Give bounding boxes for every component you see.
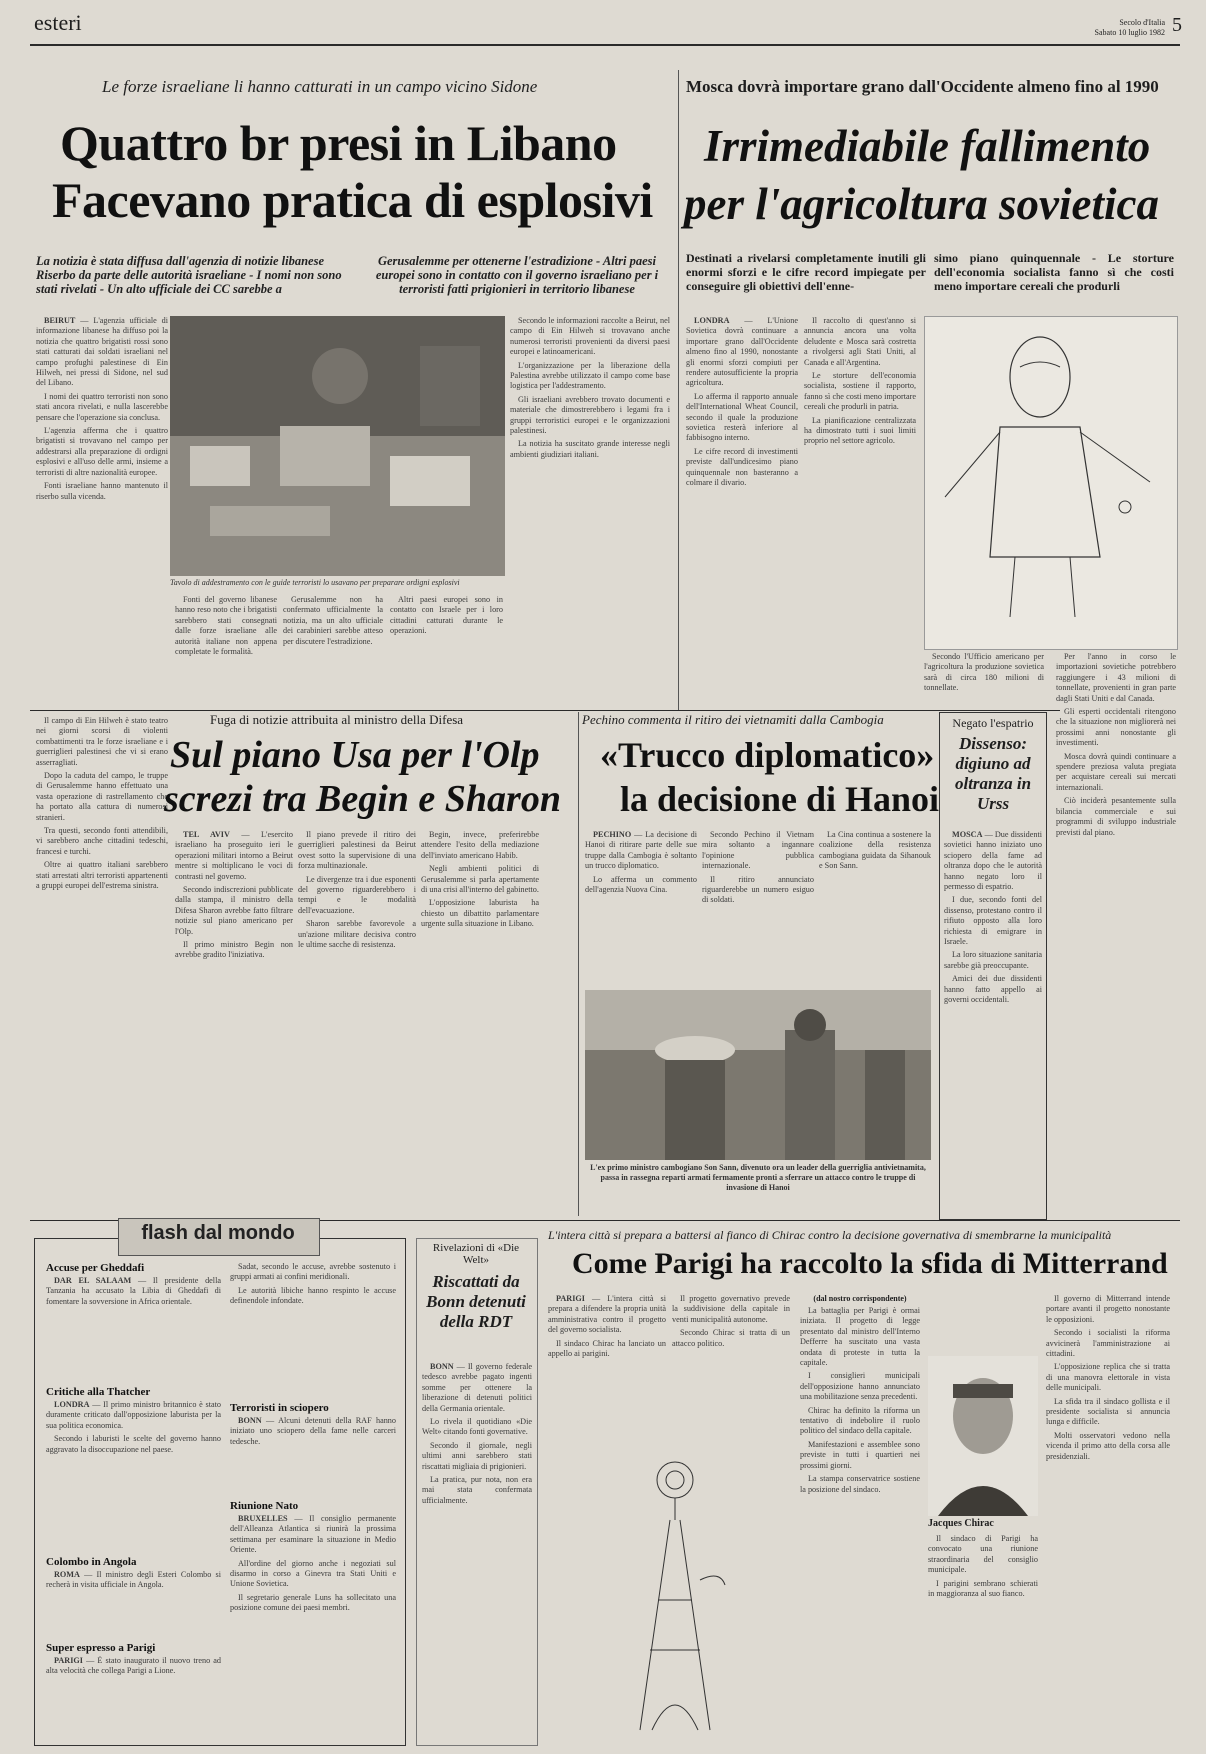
eiffel-tower-rose-image <box>600 1450 750 1740</box>
flash-item-3-dateline: ROMA <box>54 1570 80 1579</box>
flash-item-5-body: BONN — Alcuni detenuti della RAF hanno iniziato uno sciopero della fame nelle carceri tedesche. <box>230 1416 396 1446</box>
flash-item-4-body: PARIGI — È stato inaugurato il nuovo treno ad alta velocità che collega Parigi a Lione. <box>46 1656 221 1676</box>
urss-subhead-2: simo piano quinquennale - Le storture dell'economia socialista fanno sì che costi meno importare cereali che produrli <box>934 251 1174 293</box>
hanoi-body-col3: La Cina continua a sostenere la coalizione della resistenza cambogiana guidata da Sihanouk e Son Sann. <box>819 830 931 871</box>
parigi-dateline: PARIGI <box>556 1294 585 1303</box>
dissenso-dateline: MOSCA <box>952 830 983 839</box>
column-divider <box>678 70 679 710</box>
hanoi-body-col1: PECHINO — La decisione di Hanoi di ritirare parte delle sue truppe dalla Cambogia è soltanto un trucco diplomatico. Lo afferma un commento dell'agenzia Nuova Cina. <box>585 830 697 895</box>
olp-body-col2: Il piano prevede il ritiro dei guerriglieri palestinesi da Beirut ovest sotto la supervisione di una forza multinazionale. Le divergenze tra i due esponenti del governo riguarderebbero i tempi e le modalità dell'evacuazione. Sharon sarebbe favorevole a un'azione militare decisiva contro le ultime sacche di resistenza. <box>298 830 416 950</box>
flash-item-6-dateline: BRUXELLES <box>238 1514 288 1523</box>
flash-item-3-body: ROMA — Il ministro degli Esteri Colombo si recherà in visita ufficiale in Angola. <box>46 1570 221 1590</box>
urss-body-col1: LONDRA — L'Unione Sovietica dovrà continuare a importare grano dall'Occidente almeno fino al 1990, nonostante gli enormi sforzi compiuti per rendere autosufficiente la propria agricoltura. Lo afferma il rapporto annuale dell'International Wheat Council, secondo il quale la produzione sovietica resterà inferiore al fabbisogno interno. Le cifre record di investimenti previste dall'undicesimo piano quinquennale non basteranno a colmare il divario. <box>686 316 798 488</box>
parigi-body-col3: La battaglia per Parigi è ormai iniziata. Il progetto di legge presentato dal ministro dell'Interno Defferre ha suscitato una vasta ondata di proteste in tutta la capitale. I consiglieri municipali dell'opposizione hanno annunciato una mobilitazione senza precedenti. Chirac ha definito la riforma un tentativo di indebolire il ruolo politico del sindaco della capitale. Manifestazioni e assemblee sono previste in tutti i quartieri nei prossimi giorni. La stampa conservatrice sostiene la posizione del sindaco. <box>800 1306 920 1494</box>
hanoi-photo-caption: L'ex primo ministro cambogiano Son Sann, divenuto ora un leader della guerriglia antivietnamita, passa in rassegna reparti armati fermamente pronti a sferrare un attacco contro le truppe di invasione di Hanoi <box>590 1163 926 1192</box>
urss-subhead-1: Destinati a rivelarsi completamente inutili gli enormi sforzi e le cifre record impiegate per conseguire gli obiettivi dell'enne- <box>686 251 926 293</box>
flash-title: flash dal mondo <box>141 1222 295 1244</box>
parigi-headline: Come Parigi ha raccolto la sfida di Mitterrand <box>572 1247 1168 1280</box>
olp-body-col1: TEL AVIV — L'esercito israeliano ha proseguito ieri le operazioni militari intorno a Beirut mentre si moltiplicano le voci di contrasti nel governo. Secondo indiscrezioni pubblicate dalla stampa, il ministro della Difesa Sharon avrebbe fatto filtrare notizie sul piano americano per l'Olp. Il primo ministro Begin non avrebbe gradito l'iniziativa. <box>175 830 293 960</box>
masthead-rule <box>30 44 1180 46</box>
flash-item-5-title: Terroristi in sciopero <box>230 1402 329 1414</box>
paper-name: Secolo d'Italia <box>1119 18 1165 27</box>
flash-item-4-dateline: PARIGI <box>54 1656 83 1665</box>
parigi-body-col5: Il governo di Mitterrand intende portare avanti il progetto nonostante le opposizioni. Secondo i socialisti la riforma avvicinerà l'amministrazione ai cittadini. L'opposizione replica che si tratta di una manovra elettorale in vista delle municipali. La sfida tra il sindaco gollista e il presidente socialista si annuncia lunga e difficile. Molti osservatori vedono nella vicenda il primo atto della corsa alle presidenziali. <box>1046 1294 1170 1461</box>
urss-headline-2: per l'agricoltura sovietica <box>684 179 1159 229</box>
chirac-photo <box>928 1356 1038 1516</box>
issue-date: Sabato 10 luglio 1982 <box>1094 28 1165 37</box>
page-number: 5 <box>1172 14 1182 36</box>
dissenso-body: MOSCA — Due dissidenti sovietici hanno iniziato uno sciopero della fame ad oltranza dopo che le autorità hanno negato loro il permesso di espatrio. I due, secondo fonti del dissenso, protestano contro il rifiuto opposto alla loro richiesta di emigrare in Israele. La loro situazione sanitaria sarebbe già preoccupante. Amici dei due dissidenti hanno fatto appello ai governi occidentali. <box>944 830 1042 1005</box>
flash-item-2-title: Critiche alla Thatcher <box>46 1386 151 1398</box>
libano-subhead-right: Gerusalemme per ottenerne l'estradizione - Altri paesi europei sono in contatto con il governo israeliano per i terroristi fatti prigionieri in territorio libanese <box>375 254 659 296</box>
flash-item-6-title: Riunione Nato <box>230 1500 299 1512</box>
chirac-portrait-image <box>928 1356 1038 1516</box>
section-label: esteri <box>34 10 82 35</box>
cartoon-box <box>924 316 1178 650</box>
urss-body-col4: Per l'anno in corso le importazioni sovietiche potrebbero raggiungere i 43 milioni di tonnellate, provenienti in gran parte dagli Stati Uniti e dal Canada. Gli esperti occidentali ritengono che la situazione non migliorerà nei prossimi anni nonostante gli investimenti. Mosca dovrà quindi continuare a spendere preziosa valuta pregiata per acquistare cereali sui mercati internazionali. Ciò inciderà pesantemente sulla bilancia commerciale e sui programmi di sviluppo industriale previsti dal piano. <box>1056 652 1176 837</box>
cartoon-figure-image <box>925 317 1177 649</box>
rdt-kicker: Rivelazioni di «Die Welt» <box>432 1242 520 1266</box>
parigi-body-col2: Il progetto governativo prevede la suddivisione della capitale in venti municipalità autonome. Secondo Chirac si tratta di un attacco politico. <box>672 1294 790 1348</box>
libano-body-col4: Altri paesi europei sono in contatto con Israele per i loro cittadini catturati durante le operazioni. <box>390 595 503 636</box>
flash-item-1-body: DAR EL SALAAM — Il presidente della Tanzania ha accusato la Libia di Gheddafi di fomentare la sovversione in Africa orientale. <box>46 1276 221 1306</box>
dissenso-kicker: Negato l'espatrio <box>952 716 1034 730</box>
libano-subhead-left: La notizia è stata diffusa dall'agenzia di notizie libanese Riserbo da parte delle autorità israeliane - I nomi non sono stati rivelati - Un alto ufficiale dei CC sarebbe a <box>36 254 342 296</box>
urss-headline-1: Irrimediabile fallimento <box>704 121 1151 171</box>
hanoi-headline-2: la decisione di Hanoi <box>620 779 940 819</box>
parigi-body-col1: PARIGI — L'intera città si prepara a difendere la propria unità amministrativa contro il progetto del governo socialista. Il sindaco Chirac ha lanciato un appello ai parigini. <box>548 1294 666 1359</box>
hanoi-kicker: Pechino commenta il ritiro dei vietnamiti dalla Cambogia <box>582 712 884 727</box>
libano-body-col5: Secondo le informazioni raccolte a Beirut, nel campo di Ein Hilweh si trovavano anche numerosi terroristi provenienti da diversi paesi europei e latinoamericani. L'organizzazione per la liberazione della Palestina avrebbe utilizzato il campo come base logistica per l'addestramento. Gli israeliani avrebbero trovato documenti e materiale che dimostrerebbero i legami fra i gruppi terroristici europei e le organizzazioni palestinesi. La notizia ha suscitato grande interesse negli ambienti giudiziari italiani. <box>510 316 670 459</box>
libano-body-col2: Fonti del governo libanese hanno reso noto che i brigatisti sarebbero stati consegnati dalle forze israeliane alle autorità italiane non appena completate le formalità. <box>175 595 277 657</box>
olp-headline-2: screzi tra Begin e Sharon <box>164 778 561 820</box>
flash-item-2-dateline: LONDRA <box>54 1400 90 1409</box>
libano-kicker: Le forze israeliane li hanno catturati in un campo vicino Sidone <box>102 77 538 96</box>
rdt-dateline: BONN <box>430 1362 454 1371</box>
olp-headline-1: Sul piano Usa per l'Olp <box>170 734 540 776</box>
eiffel-drawing <box>600 1450 750 1740</box>
flash-item-5-dateline: BONN <box>238 1416 262 1425</box>
urss-kicker: Mosca dovrà importare grano dall'Occidente almeno fino al 1990 <box>686 77 1159 96</box>
dissenso-headline: Dissenso: digiuno ad oltranza in Urss <box>954 734 1032 813</box>
olp-kicker: Fuga di notizie attribuita al ministro della Difesa <box>210 712 464 727</box>
parigi-kicker: L'intera città si prepara a battersi al fianco di Chirac contro la decisione governativa di smembrarne la municipalità <box>548 1228 1112 1242</box>
flash-item-4-title: Super espresso a Parigi <box>46 1642 156 1654</box>
hanoi-headline-1: «Trucco diplomatico» <box>600 735 935 775</box>
column-divider-2 <box>578 712 579 1216</box>
soldiers-review-image <box>585 990 931 1160</box>
mid-rule <box>30 710 1060 711</box>
olp-body-col3: Begin, invece, preferirebbe attendere l'esito della mediazione dell'inviato americano Habib. Negli ambienti politici di Gerusalemme si parla apertamente di una crisi all'interno del gabinetto. L'opposizione laburista ha chiesto un dibattito parlamentare urgente sulla situazione in Libano. <box>421 830 539 929</box>
parigi-byline: (dal nostro corrispondente) <box>813 1294 907 1303</box>
libano-body-col3: Gerusalemme non ha confermato ufficialmente la notizia, ma un alto ufficiale dei carabinieri sarebbe atteso per discutere l'estradizione. <box>283 595 383 646</box>
libano-photo-caption: Tavolo di addestramento con le guide terroristi lo usavano per preparare ordigni esplosivi <box>170 578 460 587</box>
flash-item-1-dateline: DAR EL SALAAM <box>54 1276 132 1285</box>
libano-headline-2: Facevano pratica di esplosivi <box>52 172 653 228</box>
flash-item-6-body: BRUXELLES — Il consiglio permanente dell'Alleanza Atlantica si riunirà la prossima settimana per esaminare la situazione in Medio Oriente. All'ordine del giorno anche i negoziati sul disarmo in corso a Ginevra tra Stati Uniti e Unione Sovietica. Il segretario generale Luns ha sollecitato una posizione comune dei paesi membri. <box>230 1514 396 1613</box>
urss-body-col3: Secondo l'Ufficio americano per l'agricoltura la produzione sovietica sarà di circa 180 milioni di tonnellate. <box>924 652 1044 693</box>
hanoi-photo <box>585 990 931 1160</box>
explosives-table-image <box>170 316 505 576</box>
rdt-headline: Riscattati da Bonn detenuti della RDT <box>426 1272 526 1331</box>
libano-photo <box>170 316 505 576</box>
parigi-body-col4: Il sindaco di Parigi ha convocato una riunione straordinaria del consiglio municipale. I parigini sembrano schierati in maggioranza al suo fianco. <box>928 1534 1038 1599</box>
flash-item-2-body: LONDRA — Il primo ministro britannico è stato duramente criticato dall'opposizione laburista per la sua politica economica. Secondo i laburisti le scelte del governo hanno aggravato la disoccupazione nel paese. <box>46 1400 221 1454</box>
flash-item-1-title: Accuse per Gheddafi <box>46 1262 145 1274</box>
chirac-caption: Jacques Chirac <box>928 1518 994 1529</box>
libano-headline-1: Quattro br presi in Libano <box>60 115 617 171</box>
hanoi-body-col2: Secondo Pechino il Vietnam mira soltanto a ingannare l'opinione pubblica internazionale. Il ritiro annunciato riguarderebbe un numero esiguo di soldati. <box>702 830 814 905</box>
hanoi-dateline: PECHINO <box>593 830 632 839</box>
olp-dateline: TEL AVIV <box>183 830 230 839</box>
libano-continuation: Il campo di Ein Hilweh è stato teatro nei giorni scorsi di violenti combattimenti tra le forze israeliane e i guerriglieri palestinesi che vi si erano asserragliati. Dopo la caduta del campo, le truppe di Gerusalemme hanno effettuato una vasta operazione di rastrellamento che ha portato alla cattura di numerosi stranieri. Tra questi, secondo fonti attendibili, vi sarebbero anche cittadini tedeschi, francesi e turchi. Oltre ai quattro italiani sarebbero stati arrestati altri terroristi appartenenti a gruppi europei dell'estrema sinistra. <box>36 716 168 891</box>
rdt-body: BONN — Il governo federale tedesco avrebbe pagato ingenti somme per ottenere la liberazione di detenuti politici della Germania orientale. Lo rivela il quotidiano «Die Welt» citando fonti governative. Secondo il giornale, negli ultimi anni sarebbero stati riscattati migliaia di prigionieri. La pratica, pur nota, non era mai stata confermata ufficialmente. <box>422 1362 532 1505</box>
urss-body-col2: Il raccolto di quest'anno si annuncia ancora una volta deludente e Mosca sarà costretta a rivolgersi agli Stati Uniti, al Canada e all'Argentina. Le storture dell'economia socialista, sostiene il rapporto, fanno sì che costi meno importare cereali che produrli in patria. La pianificazione centralizzata ha dimostrato tutti i suoi limiti proprio nel settore agricolo. <box>804 316 916 446</box>
libano-body-col1: BEIRUT — L'agenzia ufficiale di informazione libanese ha diffuso poi la notizia che quattro brigatisti rossi sono stati catturati dai soldati israeliani nel campo profughi palestinese di Ein Hilweh, nei pressi di Sidone, nel sud del Libano. I nomi dei quattro terroristi non sono stati ancora rivelati, e nulla lascerebbe pensare che l'operazione sia conclusa. L'agenzia afferma che i quattro brigatisti si trovavano nel campo per addestrarsi alla preparazione di ordigni esplosivi e all'uso delle armi, insieme a terroristi di altre nazionalità europee. Fonti israeliane hanno mantenuto il riserbo sulla vicenda. <box>36 316 168 501</box>
flash-item-3-title: Colombo in Angola <box>46 1556 137 1568</box>
libano-dateline: BEIRUT <box>44 316 76 325</box>
flash-continuation: Sadat, secondo le accuse, avrebbe sostenuto i gruppi armati ai confini meridionali. Le autorità libiche hanno respinto le accuse definendole infondate. <box>230 1262 396 1306</box>
urss-dateline: LONDRA <box>694 316 730 325</box>
